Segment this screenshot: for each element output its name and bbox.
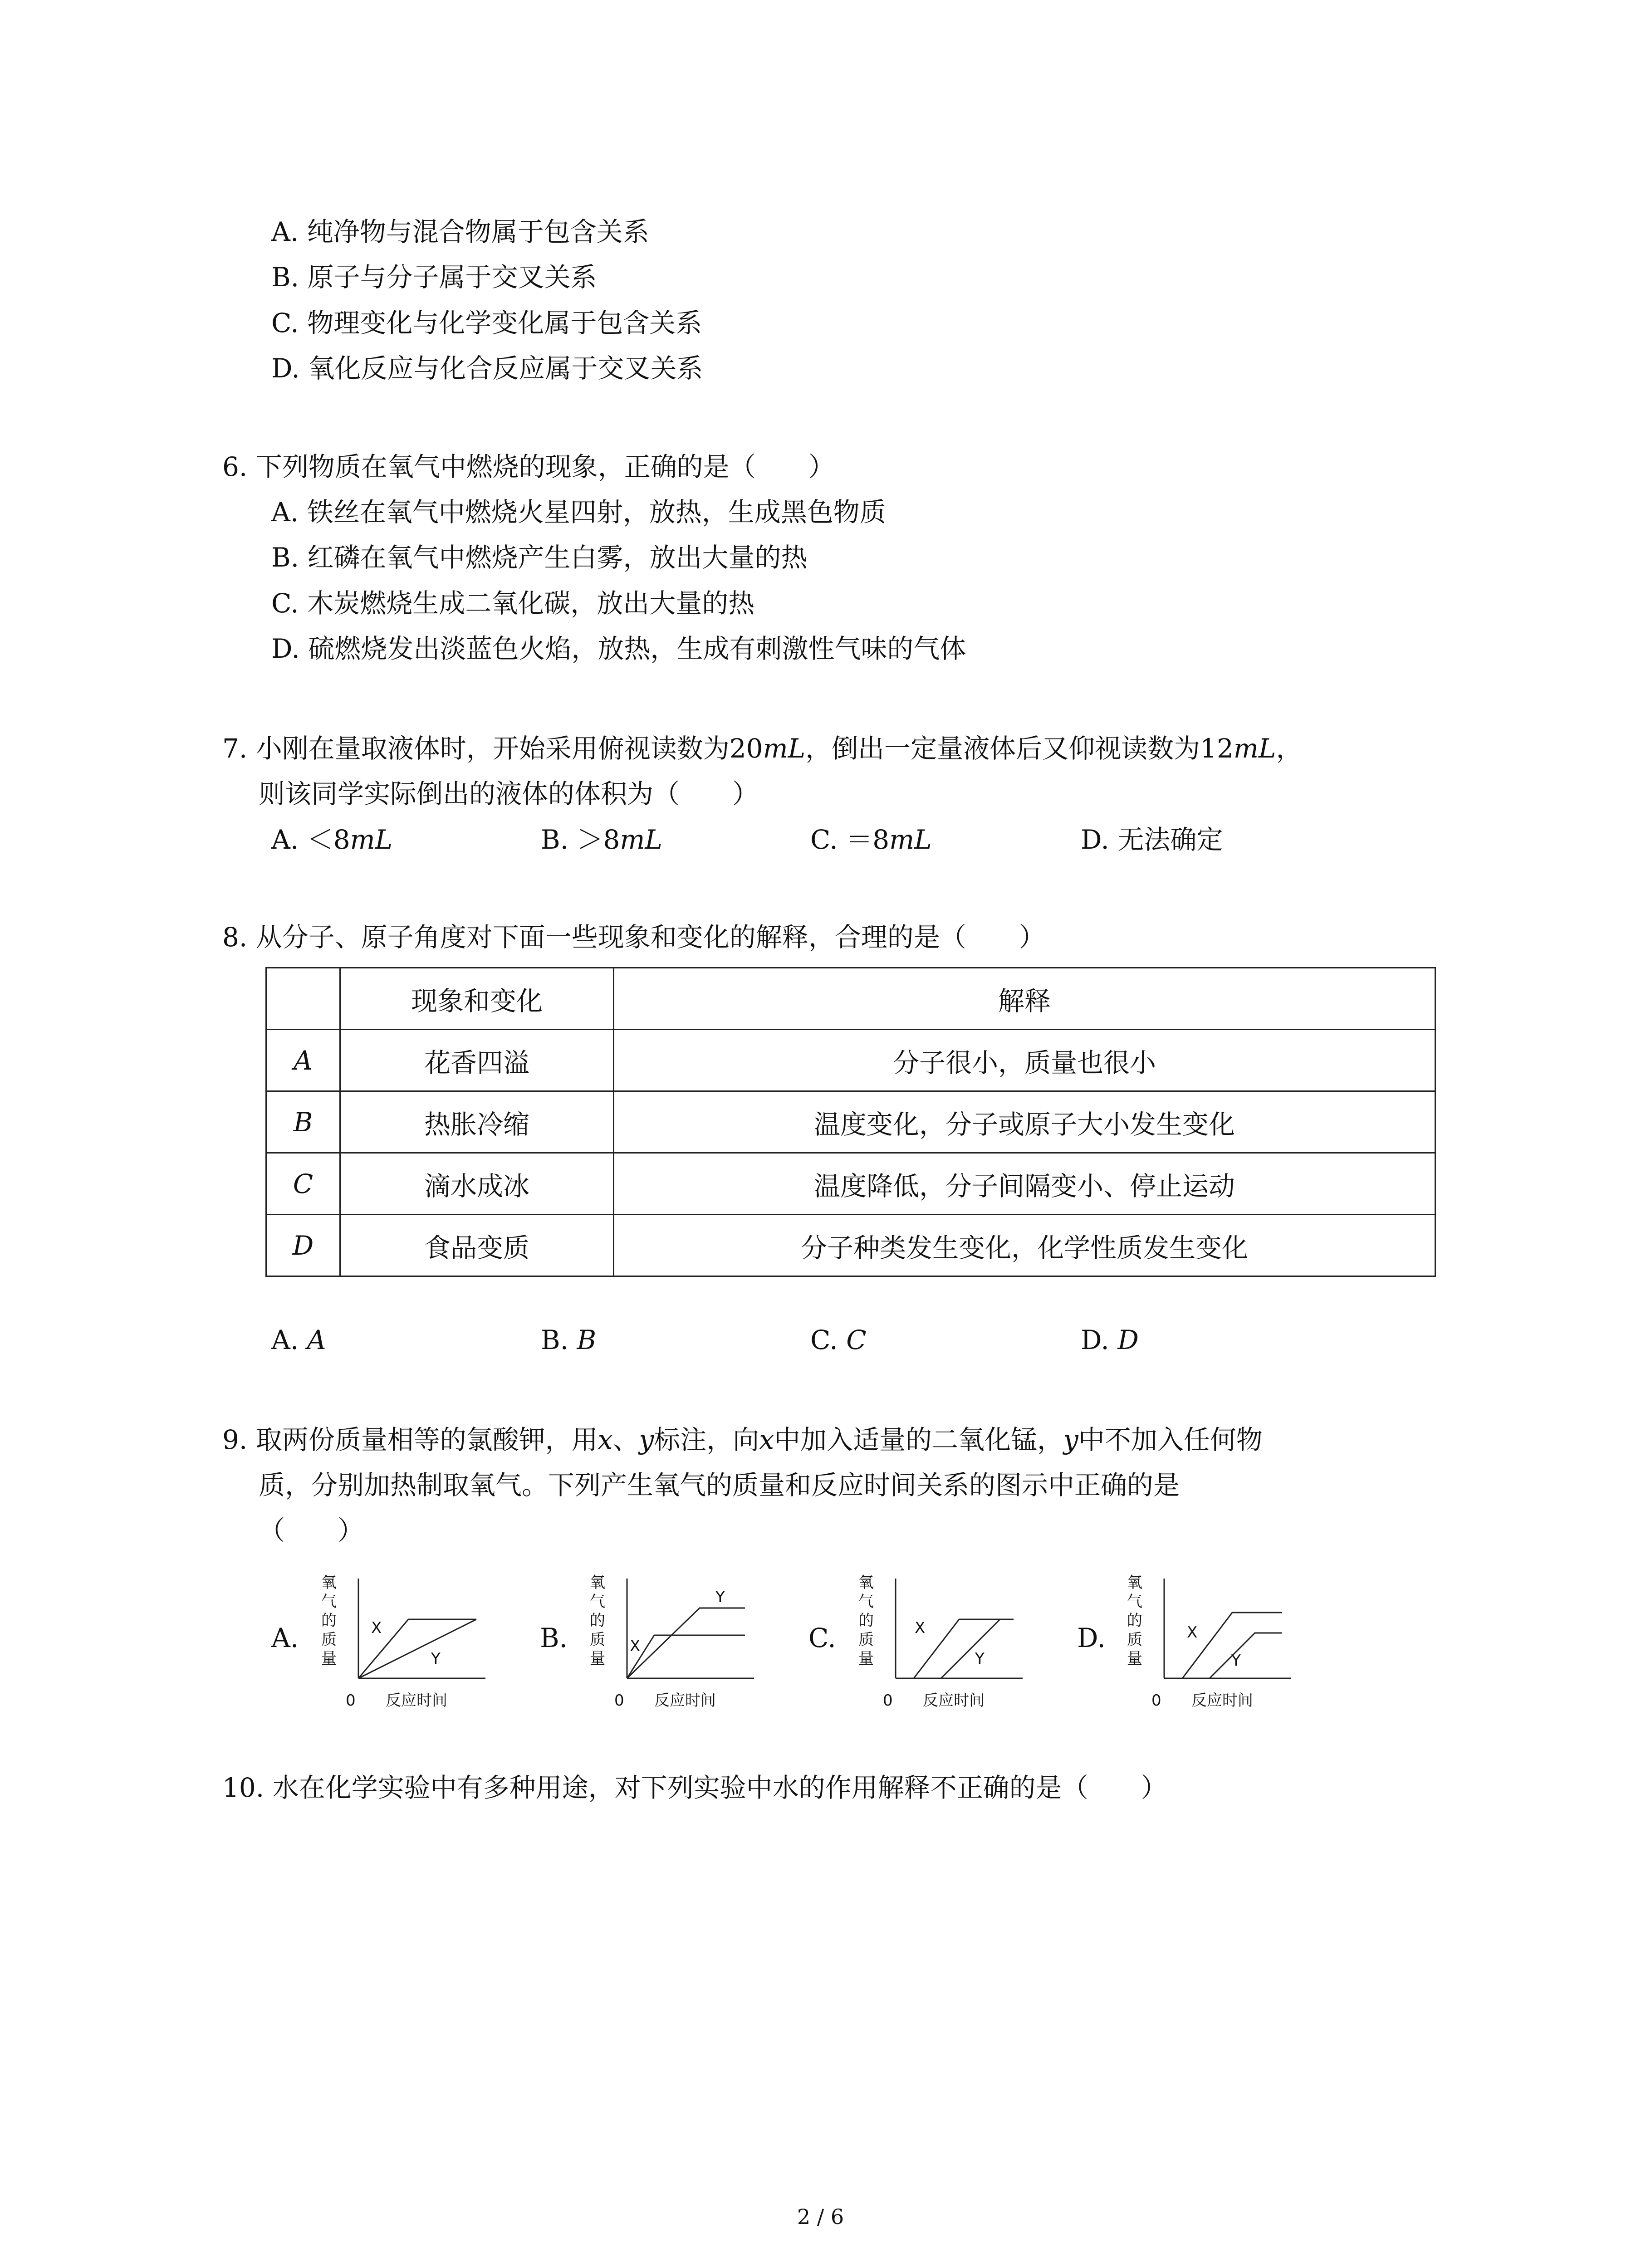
page-number: 2 / 6 bbox=[797, 2204, 844, 2229]
graph-series-x: X bbox=[915, 1619, 926, 1637]
graph-ylabel: 质 bbox=[1127, 1631, 1142, 1649]
graph-series-y: Y bbox=[431, 1650, 441, 1668]
graph-ylabel: 质 bbox=[858, 1631, 874, 1649]
graph-ylabel: 的 bbox=[1127, 1612, 1142, 1630]
table-cell: B bbox=[266, 1091, 340, 1153]
graph-ylabel: 氧 bbox=[321, 1574, 337, 1592]
graph-xlabel: 反应时间 bbox=[654, 1691, 716, 1710]
graph-ylabel: 量 bbox=[590, 1650, 605, 1668]
q6-option-c: C. 木炭燃烧生成二氧化碳，放出大量的热 bbox=[271, 588, 755, 619]
graph-ylabel: 质 bbox=[590, 1631, 605, 1649]
graph-origin: 0 bbox=[614, 1691, 624, 1710]
graph-series-x: X bbox=[1187, 1623, 1198, 1642]
graph-ylabel: 质 bbox=[321, 1631, 337, 1649]
graph-ylabel: 氧 bbox=[858, 1574, 874, 1592]
table-cell: 滴水成冰 bbox=[340, 1153, 614, 1215]
graph-ylabel: 量 bbox=[321, 1650, 337, 1668]
q8-option-a: A. A bbox=[271, 1325, 326, 1355]
q6-stem: 6. 下列物质在氧气中燃烧的现象，正确的是（ ） bbox=[222, 451, 835, 482]
table-cell: 分子很小，质量也很小 bbox=[614, 1030, 1435, 1091]
graph-ylabel: 量 bbox=[858, 1650, 874, 1668]
q5-option-b: B. 原子与分子属于交叉关系 bbox=[271, 262, 597, 293]
q7-stem-line2: 则该同学实际倒出的液体的体积为（ ） bbox=[259, 778, 759, 809]
graph-origin: 0 bbox=[883, 1691, 893, 1710]
q6-option-b: B. 红磷在氧气中燃烧产生白雾，放出大量的热 bbox=[271, 542, 808, 573]
graph-ylabel: 的 bbox=[858, 1612, 874, 1630]
graph-origin: 0 bbox=[346, 1691, 356, 1710]
table-header-phenomenon: 现象和变化 bbox=[340, 968, 614, 1030]
graph-origin: 0 bbox=[1151, 1691, 1161, 1710]
table-cell: 花香四溢 bbox=[340, 1030, 614, 1091]
graph-series-y: Y bbox=[1231, 1652, 1241, 1670]
q7-option-d: D. 无法确定 bbox=[1081, 824, 1223, 855]
q9-stem-line1: 9. 取两份质量相等的氯酸钾，用x、y标注，向x中加入适量的二氧化锰，y中不加入任何物 bbox=[222, 1424, 1263, 1455]
q9-stem-line2: 质，分别加热制取氧气。下列产生氧气的质量和反应时间关系的图示中正确的是 bbox=[259, 1470, 1180, 1501]
q6-option-a: A. 铁丝在氧气中燃烧火星四射，放热，生成黑色物质 bbox=[271, 497, 886, 528]
graph-ylabel: 的 bbox=[321, 1612, 337, 1630]
table-row bbox=[266, 1153, 1435, 1215]
graph-line-x bbox=[914, 1619, 1014, 1678]
graph-series-x: X bbox=[630, 1637, 641, 1655]
table-row bbox=[266, 1030, 1435, 1091]
graph-xlabel: 反应时间 bbox=[923, 1691, 985, 1710]
q9-graph-b bbox=[586, 1569, 840, 1719]
graph-line-y bbox=[941, 1619, 1000, 1678]
graph-line-x bbox=[627, 1635, 745, 1678]
q9-option-b-label: B. bbox=[540, 1623, 568, 1653]
table-row bbox=[266, 1215, 1435, 1276]
table-header-explanation: 解释 bbox=[614, 968, 1435, 1030]
graph-ylabel: 氧 bbox=[1127, 1574, 1142, 1592]
graph-xlabel: 反应时间 bbox=[386, 1691, 447, 1710]
graph-ylabel: 气 bbox=[858, 1593, 874, 1611]
table-cell: 分子种类发生变化，化学性质发生变化 bbox=[614, 1215, 1435, 1276]
table-cell: 温度降低，分子间隔变小、停止运动 bbox=[614, 1153, 1435, 1215]
q9-graph-a bbox=[318, 1569, 572, 1719]
q9-stem-line3: （ ） bbox=[259, 1515, 364, 1546]
q6-option-d: D. 硫燃烧发出淡蓝色火焰，放热，生成有刺激性气味的气体 bbox=[271, 633, 966, 664]
q8-option-d: D. D bbox=[1081, 1325, 1139, 1355]
graph-ylabel: 量 bbox=[1127, 1650, 1142, 1668]
graph-series-y: Y bbox=[975, 1650, 985, 1668]
table-cell: 温度变化，分子或原子大小发生变化 bbox=[614, 1091, 1435, 1153]
q5-option-a: A. 纯净物与混合物属于包含关系 bbox=[271, 216, 649, 247]
q9-option-a-label: A. bbox=[271, 1623, 299, 1653]
q9-option-c-label: C. bbox=[808, 1623, 836, 1653]
graph-ylabel: 气 bbox=[590, 1593, 605, 1611]
q7-option-a: A. ＜8mL bbox=[271, 824, 393, 855]
table-row bbox=[266, 1091, 1435, 1153]
table-cell bbox=[266, 968, 340, 1030]
q7-option-b: B. ＞8mL bbox=[541, 824, 662, 855]
table-cell: 食品变质 bbox=[340, 1215, 614, 1276]
graph-line-y bbox=[627, 1608, 745, 1678]
q9-graph-c bbox=[855, 1569, 1109, 1719]
table-header-row bbox=[266, 968, 1435, 1030]
q5-option-d: D. 氧化反应与化合反应属于交叉关系 bbox=[271, 353, 703, 384]
q8-table bbox=[265, 967, 1436, 1277]
graph-ylabel: 的 bbox=[590, 1612, 605, 1630]
table-cell: 热胀冷缩 bbox=[340, 1091, 614, 1153]
q9-graph-d bbox=[1123, 1569, 1377, 1719]
graph-line-y bbox=[1210, 1633, 1282, 1678]
graph-series-y: Y bbox=[715, 1588, 725, 1606]
graph-series-x: X bbox=[371, 1619, 382, 1637]
q7-stem-line1: 7. 小刚在量取液体时，开始采用俯视读数为20mL，倒出一定量液体后又仰视读数为12mL， bbox=[222, 733, 1303, 764]
q7-option-c: C. ＝8mL bbox=[810, 824, 932, 855]
table-cell: A bbox=[266, 1030, 340, 1091]
q8-option-c: C. C bbox=[810, 1325, 867, 1355]
graph-ylabel: 气 bbox=[321, 1593, 337, 1611]
q8-stem: 8. 从分子、原子角度对下面一些现象和变化的解释，合理的是（ ） bbox=[222, 922, 1045, 953]
q9-option-d-label: D. bbox=[1077, 1623, 1106, 1653]
q8-option-b: B. B bbox=[541, 1325, 597, 1355]
table-cell: C bbox=[266, 1153, 340, 1215]
graph-xlabel: 反应时间 bbox=[1191, 1691, 1253, 1710]
table-cell: D bbox=[266, 1215, 340, 1276]
graph-ylabel: 气 bbox=[1127, 1593, 1142, 1611]
q10-stem: 10. 水在化学实验中有多种用途，对下列实验中水的作用解释不正确的是（ ） bbox=[222, 1772, 1167, 1803]
q5-option-c: C. 物理变化与化学变化属于包含关系 bbox=[271, 308, 702, 338]
graph-ylabel: 氧 bbox=[590, 1574, 605, 1592]
